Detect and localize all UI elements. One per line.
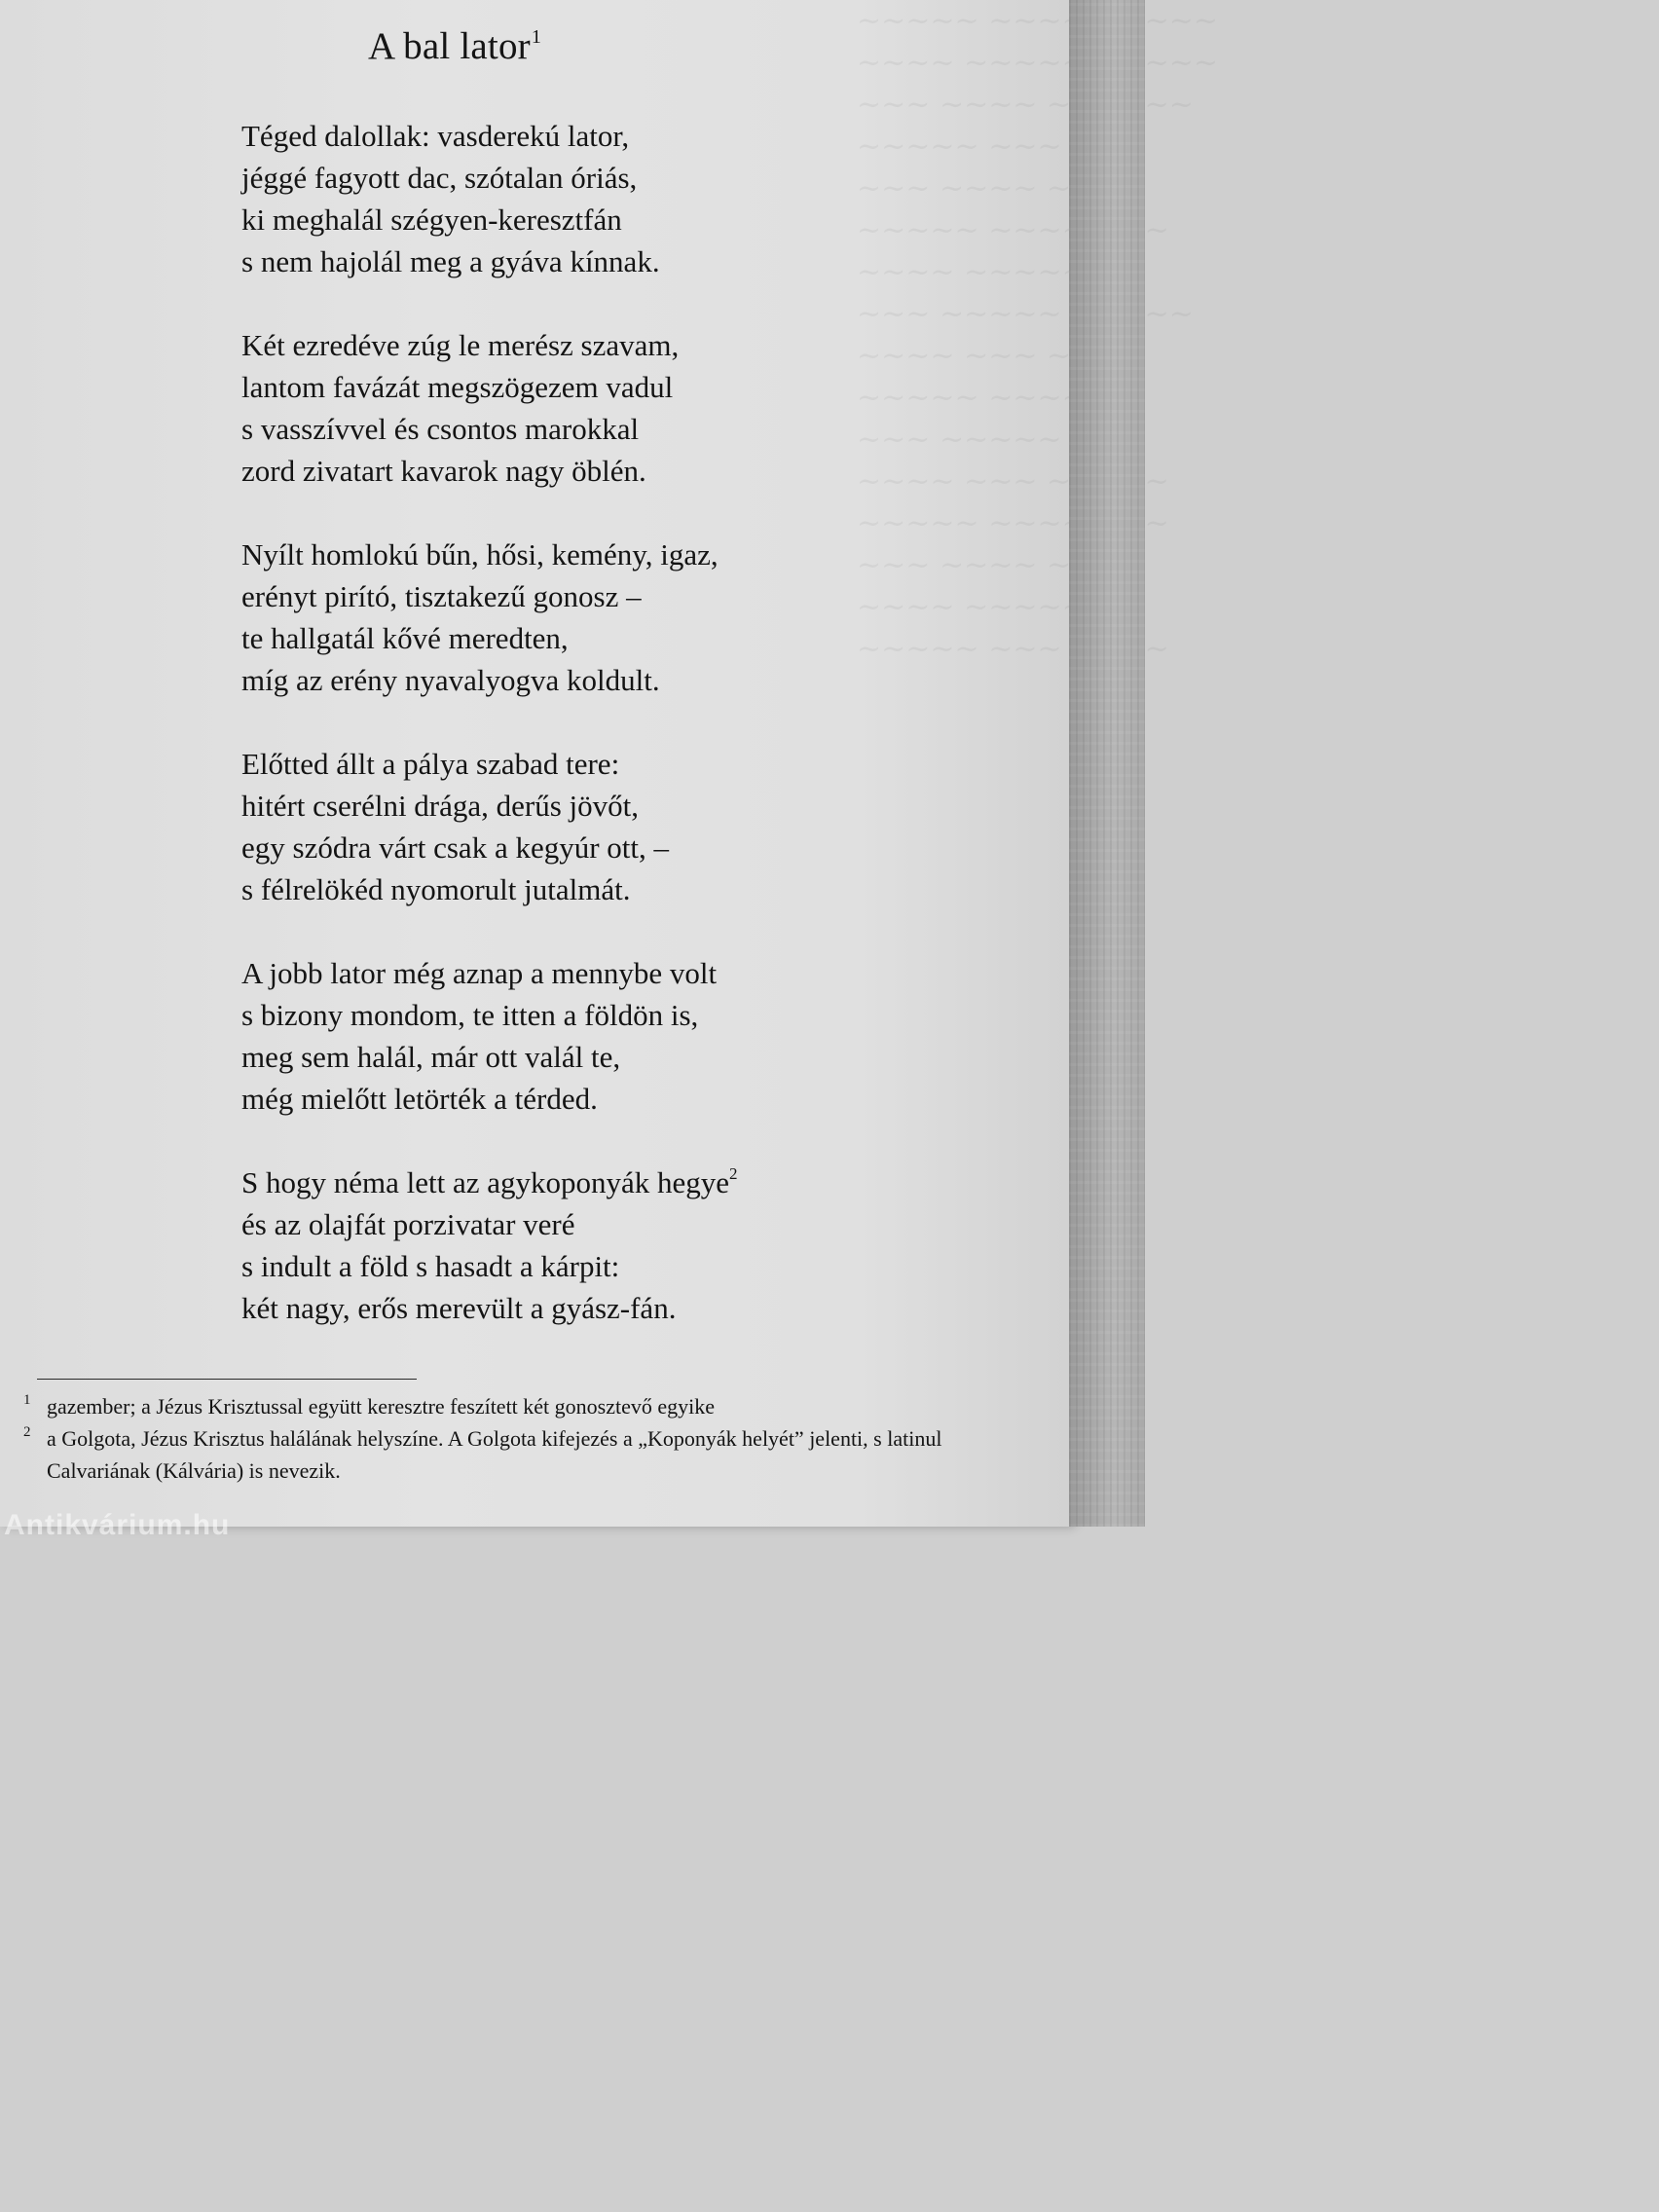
- footnote-text: gazember; a Jézus Krisztussal együtt keresztre feszített két gonosztevő egyike: [47, 1394, 716, 1419]
- stanza: [241, 534, 923, 701]
- poem-title-text: A bal lator: [368, 25, 531, 67]
- watermark: Antikvárium.hu: [4, 1509, 231, 1541]
- poem-line: lantom favázát megszögezem vadul: [241, 370, 674, 404]
- stanza: [241, 743, 923, 910]
- footnote-text: a Golgota, Jézus Krisztus halálának helyszíne. A Golgota kifejezés a „Koponyák helyét” jelenti, s latinul Calvariának (Kálvária) is nevezik.: [47, 1426, 942, 1483]
- poem-line: ki meghalál szégyen-keresztfán: [241, 203, 622, 237]
- stanza: [241, 324, 923, 492]
- poem-line: Nyílt homlokú bűn, hősi, kemény, igaz,: [241, 537, 719, 571]
- footnote-number: 2: [23, 1424, 31, 1440]
- stanza: [241, 1161, 923, 1329]
- poem-line: hitért cserélni drága, derűs jövőt,: [241, 789, 640, 823]
- poem-line: zord zivatart kavarok nagy öblén.: [241, 454, 646, 488]
- poem-line: Téged dalollak: vasderekú lator,: [241, 119, 630, 153]
- poem-line: két nagy, erős merevült a gyász-fán.: [241, 1291, 677, 1325]
- poem-line: s vasszívvel és csontos marokkal: [241, 412, 640, 446]
- poem-line: [241, 1161, 923, 1203]
- poem-line: Előtted állt a pálya szabad tere:: [241, 747, 620, 781]
- poem-body: [241, 115, 923, 1371]
- poem-line: még mielőtt letörték a térded.: [241, 1082, 598, 1116]
- poem-line-text: S hogy néma lett az agykoponyák hegye: [241, 1165, 730, 1199]
- stanza: [241, 115, 923, 282]
- footnote-number: 1: [23, 1392, 31, 1408]
- line-footnote-ref: 2: [729, 1164, 738, 1183]
- poem-line: míg az erény nyavalyogva koldult.: [241, 663, 660, 697]
- footnote-divider: [37, 1379, 417, 1380]
- stanza: [241, 952, 923, 1120]
- background-surface: [1069, 0, 1145, 1527]
- poem-line: s bizony mondom, te itten a földön is,: [241, 998, 699, 1032]
- title-footnote-ref: 1: [531, 26, 542, 48]
- poem-line: s nem hajolál meg a gyáva kínnak.: [241, 244, 660, 278]
- poem-title: [368, 21, 541, 72]
- poem-line: egy szódra várt csak a kegyúr ott, –: [241, 830, 670, 865]
- poem-line: te hallgatál kővé meredten,: [241, 621, 569, 655]
- footnote-1: [23, 1390, 977, 1422]
- poem-line: jéggé fagyott dac, szótalan óriás,: [241, 161, 638, 195]
- footnotes: [23, 1390, 977, 1487]
- poem-line: és az olajfát porzivatar veré: [241, 1207, 575, 1241]
- poem-line: Két ezredéve zúg le merész szavam,: [241, 328, 680, 362]
- poem-line: erényt pirító, tisztakezű gonosz –: [241, 579, 642, 613]
- poem-line: s félrelökéd nyomorult jutalmát.: [241, 872, 631, 906]
- footnote-2: [23, 1422, 977, 1487]
- poem-line: meg sem halál, már ott valál te,: [241, 1040, 621, 1074]
- show-through-text: ~~~~~ ~~~~ ~~~~~ ~~~~ ~~~~~ ~~~~~ ~~~ ~~~~ ~~~~~~ ~~~~~ ~~~ ~~~ ~~~~ ~~~ ~~~~~ ~~~~ ~~~ ~~~~ ~~~~~ ~~ ~~~ ~~~~~ ~~~~~ ~~~~ ~~~ ~~~~ ~~~~~ ~~~~ ~~ ~~~ ~~~~~ ~~~ ~~~~ ~~~ ~~~~~ ~~~~~ ~~~~ ~~~ ~~~ ~~~~ ~~~~ ~~~~ ~~~~~ ~~ ~~~~~ ~~~ ~~~~: [857, 4, 1218, 666]
- poem-line: A jobb lator még aznap a mennybe volt: [241, 956, 718, 990]
- poem-line: s indult a föld s hasadt a kárpit:: [241, 1249, 620, 1283]
